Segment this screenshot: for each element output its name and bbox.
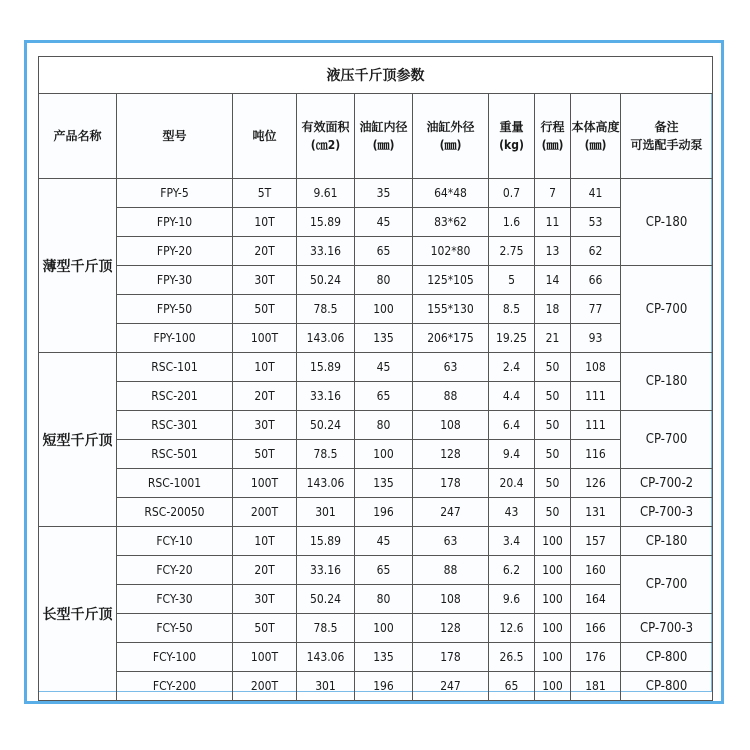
cell-inner-diameter: 65 xyxy=(355,382,413,411)
cell-stroke: 50 xyxy=(535,469,571,498)
header-area: 有效面积 (㎝2) xyxy=(297,94,355,179)
cell-tonnage: 30T xyxy=(233,411,297,440)
cell-weight: 20.4 xyxy=(489,469,535,498)
table-title: 液压千斤顶参数 xyxy=(39,57,713,94)
cell-pump-remark: CP-700-3 xyxy=(621,498,713,527)
table-row xyxy=(39,324,713,353)
table-row xyxy=(39,179,713,208)
cell-inner-diameter: 80 xyxy=(355,411,413,440)
cell-stroke: 100 xyxy=(535,585,571,614)
cell-inner-diameter: 35 xyxy=(355,179,413,208)
cell-pump-remark: CP-700-3 xyxy=(621,614,713,643)
cell-tonnage: 50T xyxy=(233,614,297,643)
table-row xyxy=(39,614,713,643)
cell-body-height: 108 xyxy=(571,353,621,382)
cell-tonnage: 20T xyxy=(233,556,297,585)
cell-body-height: 176 xyxy=(571,643,621,672)
cell-area: 50.24 xyxy=(297,585,355,614)
table-row xyxy=(39,469,713,498)
cell-area: 15.89 xyxy=(297,353,355,382)
cell-weight: 5 xyxy=(489,266,535,295)
cell-tonnage: 30T xyxy=(233,266,297,295)
cell-tonnage: 50T xyxy=(233,295,297,324)
cell-stroke: 50 xyxy=(535,498,571,527)
table-body xyxy=(39,179,713,701)
cell-model: FCY-30 xyxy=(117,585,233,614)
cell-outer-diameter: 88 xyxy=(413,556,489,585)
cell-weight: 6.2 xyxy=(489,556,535,585)
cell-body-height: 166 xyxy=(571,614,621,643)
cell-weight: 9.4 xyxy=(489,440,535,469)
header-name: 产品名称 xyxy=(39,94,117,179)
cell-weight: 2.4 xyxy=(489,353,535,382)
cell-weight: 9.6 xyxy=(489,585,535,614)
cell-model: RSC-1001 xyxy=(117,469,233,498)
cell-stroke: 100 xyxy=(535,614,571,643)
cell-tonnage: 50T xyxy=(233,440,297,469)
cell-outer-diameter: 125*105 xyxy=(413,266,489,295)
table-row xyxy=(39,353,713,382)
cell-model: RSC-20050 xyxy=(117,498,233,527)
header-row xyxy=(39,94,713,179)
cell-area: 9.61 xyxy=(297,179,355,208)
cell-pump-remark: CP-800 xyxy=(621,672,713,701)
cell-model: RSC-201 xyxy=(117,382,233,411)
cell-pump-remark: CP-180 xyxy=(621,179,713,266)
cell-inner-diameter: 65 xyxy=(355,556,413,585)
cell-tonnage: 200T xyxy=(233,672,297,701)
cell-body-height: 157 xyxy=(571,527,621,556)
cell-weight: 19.25 xyxy=(489,324,535,353)
cell-area: 33.16 xyxy=(297,237,355,266)
cell-weight: 3.4 xyxy=(489,527,535,556)
cell-inner-diameter: 196 xyxy=(355,672,413,701)
header-weight: 重量 (kg) xyxy=(489,94,535,179)
cell-inner-diameter: 135 xyxy=(355,643,413,672)
table-row xyxy=(39,411,713,440)
cell-inner-diameter: 100 xyxy=(355,295,413,324)
cell-area: 143.06 xyxy=(297,643,355,672)
cell-outer-diameter: 128 xyxy=(413,440,489,469)
cell-area: 50.24 xyxy=(297,266,355,295)
cell-tonnage: 20T xyxy=(233,382,297,411)
cell-pump-remark: CP-700 xyxy=(621,266,713,353)
cell-inner-diameter: 65 xyxy=(355,237,413,266)
header-remark: 备注 可选配手动泵 xyxy=(621,94,713,179)
cell-body-height: 160 xyxy=(571,556,621,585)
cell-stroke: 50 xyxy=(535,382,571,411)
cell-model: RSC-501 xyxy=(117,440,233,469)
cell-body-height: 111 xyxy=(571,411,621,440)
cell-stroke: 14 xyxy=(535,266,571,295)
cell-model: FPY-30 xyxy=(117,266,233,295)
cell-outer-diameter: 178 xyxy=(413,469,489,498)
cell-tonnage: 30T xyxy=(233,585,297,614)
cell-model: FPY-100 xyxy=(117,324,233,353)
cell-outer-diameter: 88 xyxy=(413,382,489,411)
table-row xyxy=(39,382,713,411)
cell-outer-diameter: 108 xyxy=(413,585,489,614)
cell-stroke: 100 xyxy=(535,643,571,672)
cell-body-height: 126 xyxy=(571,469,621,498)
cell-stroke: 100 xyxy=(535,527,571,556)
cell-weight: 1.6 xyxy=(489,208,535,237)
header-model: 型号 xyxy=(117,94,233,179)
table-row xyxy=(39,585,713,614)
cell-stroke: 11 xyxy=(535,208,571,237)
cell-pump-remark: CP-800 xyxy=(621,643,713,672)
table-row xyxy=(39,237,713,266)
cell-inner-diameter: 45 xyxy=(355,353,413,382)
cell-inner-diameter: 80 xyxy=(355,266,413,295)
cell-model: FPY-20 xyxy=(117,237,233,266)
cell-stroke: 21 xyxy=(535,324,571,353)
cell-area: 78.5 xyxy=(297,295,355,324)
cell-outer-diameter: 64*48 xyxy=(413,179,489,208)
cell-stroke: 100 xyxy=(535,556,571,585)
table-row xyxy=(39,208,713,237)
cell-outer-diameter: 206*175 xyxy=(413,324,489,353)
cell-weight: 12.6 xyxy=(489,614,535,643)
cell-model: FCY-20 xyxy=(117,556,233,585)
cell-area: 78.5 xyxy=(297,440,355,469)
cell-tonnage: 200T xyxy=(233,498,297,527)
cell-body-height: 66 xyxy=(571,266,621,295)
cell-inner-diameter: 135 xyxy=(355,324,413,353)
cell-tonnage: 10T xyxy=(233,208,297,237)
table-row xyxy=(39,556,713,585)
cell-outer-diameter: 247 xyxy=(413,498,489,527)
cell-outer-diameter: 178 xyxy=(413,643,489,672)
cell-model: RSC-301 xyxy=(117,411,233,440)
category-name: 短型千斤顶 xyxy=(39,353,117,527)
cell-outer-diameter: 247 xyxy=(413,672,489,701)
cell-model: FCY-200 xyxy=(117,672,233,701)
cell-area: 143.06 xyxy=(297,469,355,498)
cell-body-height: 53 xyxy=(571,208,621,237)
cell-pump-remark: CP-700 xyxy=(621,411,713,469)
cell-outer-diameter: 108 xyxy=(413,411,489,440)
cell-model: FPY-5 xyxy=(117,179,233,208)
cell-area: 78.5 xyxy=(297,614,355,643)
cell-outer-diameter: 63 xyxy=(413,527,489,556)
cell-tonnage: 100T xyxy=(233,469,297,498)
cell-outer-diameter: 102*80 xyxy=(413,237,489,266)
cell-area: 15.89 xyxy=(297,208,355,237)
cell-tonnage: 5T xyxy=(233,179,297,208)
cell-body-height: 164 xyxy=(571,585,621,614)
cell-stroke: 50 xyxy=(535,411,571,440)
cell-weight: 65 xyxy=(489,672,535,701)
cell-tonnage: 20T xyxy=(233,237,297,266)
cell-weight: 8.5 xyxy=(489,295,535,324)
cell-stroke: 100 xyxy=(535,672,571,701)
cell-tonnage: 100T xyxy=(233,643,297,672)
table-row xyxy=(39,527,713,556)
cell-body-height: 181 xyxy=(571,672,621,701)
cell-model: RSC-101 xyxy=(117,353,233,382)
cell-weight: 0.7 xyxy=(489,179,535,208)
cell-outer-diameter: 155*130 xyxy=(413,295,489,324)
cell-weight: 43 xyxy=(489,498,535,527)
cell-body-height: 131 xyxy=(571,498,621,527)
cell-stroke: 50 xyxy=(535,440,571,469)
cell-area: 33.16 xyxy=(297,382,355,411)
spec-table xyxy=(38,56,713,701)
cell-inner-diameter: 196 xyxy=(355,498,413,527)
cell-pump-remark: CP-180 xyxy=(621,527,713,556)
category-name: 薄型千斤顶 xyxy=(39,179,117,353)
cell-tonnage: 10T xyxy=(233,353,297,382)
table-row xyxy=(39,440,713,469)
cell-model: FCY-50 xyxy=(117,614,233,643)
cell-inner-diameter: 45 xyxy=(355,527,413,556)
cell-pump-remark: CP-180 xyxy=(621,353,713,411)
cell-body-height: 41 xyxy=(571,179,621,208)
cell-stroke: 50 xyxy=(535,353,571,382)
table-row xyxy=(39,672,713,701)
cell-outer-diameter: 83*62 xyxy=(413,208,489,237)
cell-area: 50.24 xyxy=(297,411,355,440)
cell-inner-diameter: 100 xyxy=(355,440,413,469)
cell-weight: 26.5 xyxy=(489,643,535,672)
cell-body-height: 77 xyxy=(571,295,621,324)
cell-inner-diameter: 80 xyxy=(355,585,413,614)
cell-area: 301 xyxy=(297,498,355,527)
table-row xyxy=(39,266,713,295)
cell-area: 301 xyxy=(297,672,355,701)
cell-tonnage: 10T xyxy=(233,527,297,556)
cell-body-height: 111 xyxy=(571,382,621,411)
cell-outer-diameter: 63 xyxy=(413,353,489,382)
cell-area: 143.06 xyxy=(297,324,355,353)
cell-inner-diameter: 45 xyxy=(355,208,413,237)
cell-tonnage: 100T xyxy=(233,324,297,353)
cell-model: FPY-10 xyxy=(117,208,233,237)
header-inner-diameter: 油缸内径 (㎜) xyxy=(355,94,413,179)
cell-inner-diameter: 135 xyxy=(355,469,413,498)
cell-body-height: 62 xyxy=(571,237,621,266)
header-body-height: 本体高度 (㎜) xyxy=(571,94,621,179)
cell-model: FCY-10 xyxy=(117,527,233,556)
cell-body-height: 116 xyxy=(571,440,621,469)
table-row xyxy=(39,295,713,324)
header-tonnage: 吨位 xyxy=(233,94,297,179)
cell-stroke: 13 xyxy=(535,237,571,266)
cell-area: 33.16 xyxy=(297,556,355,585)
cell-weight: 2.75 xyxy=(489,237,535,266)
cell-weight: 6.4 xyxy=(489,411,535,440)
cell-pump-remark: CP-700-2 xyxy=(621,469,713,498)
cell-area: 15.89 xyxy=(297,527,355,556)
cell-model: FCY-100 xyxy=(117,643,233,672)
cell-stroke: 7 xyxy=(535,179,571,208)
cell-pump-remark: CP-700 xyxy=(621,556,713,614)
header-outer-diameter: 油缸外径 (㎜) xyxy=(413,94,489,179)
header-stroke: 行程 (㎜) xyxy=(535,94,571,179)
cell-stroke: 18 xyxy=(535,295,571,324)
cell-inner-diameter: 100 xyxy=(355,614,413,643)
cell-outer-diameter: 128 xyxy=(413,614,489,643)
cell-body-height: 93 xyxy=(571,324,621,353)
category-name: 长型千斤顶 xyxy=(39,527,117,701)
table-row xyxy=(39,498,713,527)
table-row xyxy=(39,643,713,672)
cell-model: FPY-50 xyxy=(117,295,233,324)
cell-weight: 4.4 xyxy=(489,382,535,411)
